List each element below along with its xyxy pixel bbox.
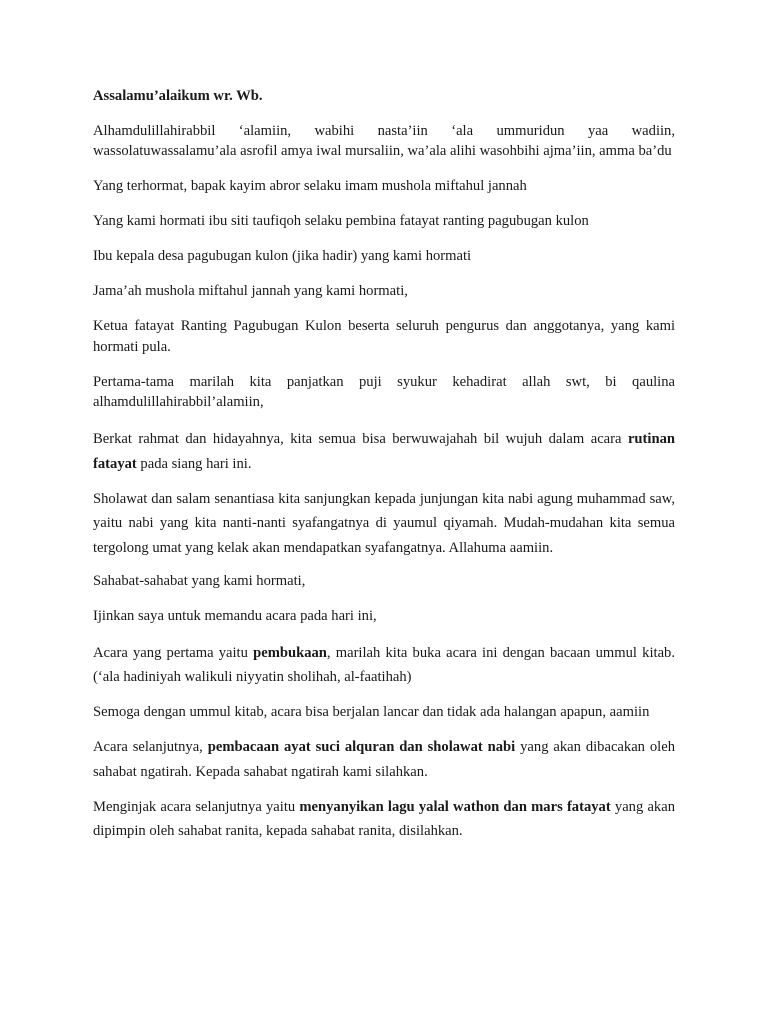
document-body — [93, 86, 675, 854]
paragraph-sahabat: Sahabat-sahabat yang kami hormati, — [93, 572, 306, 589]
text-segment: Berkat rahmat dan hidayahnya, kita semua bisa berwuwajahah bil wujuh dalam acara — [93, 431, 628, 447]
text-segment: Menginjak acara selanjutnya yaitu — [93, 798, 300, 815]
paragraph-pembacaan-alquran — [93, 735, 675, 784]
paragraph-pembukaan — [93, 641, 675, 690]
text-segment: Acara yang pertama yaitu — [93, 644, 254, 661]
text-segment: Acara selanjutnya, — [93, 739, 208, 755]
text-segment: yang akan dibacakan oleh sahabat ngatirah. Kepada sahabat ngatirah kami silahkan. — [93, 739, 675, 780]
text-segment: pada siang hari ini. — [136, 455, 252, 472]
paragraph-greeting-imam: Yang terhormat, bapak kayim abror selaku imam mushola miftahul jannah — [93, 178, 527, 194]
paragraph-sholawat: Sholawat dan salam senantiasa kita sanjungkan kepada junjungan kita nabi agung muhammad saw, yaitu nabi yang kita nanti-nanti syafangatnya di yaumul qiyamah. Mudah-mudahan kita semua tergolong umat yang kelak akan mendapatkan syafangatnya. Allahuma aamiin. — [93, 490, 675, 556]
bold-segment: menyanyikan lagu yalal wathon dan mars fatayat — [299, 798, 611, 815]
paragraph-greeting-jamaah: Jama’ah mushola miftahul jannah yang kami hormati, — [93, 283, 408, 299]
bold-segment: pembukaan — [253, 644, 327, 661]
paragraph-ijinkan: Ijinkan saya untuk memandu acara pada hari ini, — [93, 607, 377, 624]
paragraph-berkat-rahmat — [93, 427, 675, 476]
text-segment: , marilah kita buka acara ini dengan bacaan ummul kitab. (‘ala hadiniyah walikuli niyyatin sholihah, al-faatihah) — [93, 644, 675, 685]
bold-segment: rutinan fatayat — [93, 431, 675, 472]
greeting: Assalamu’alaikum wr. Wb. — [93, 88, 263, 104]
paragraph-yalal-wathon — [93, 795, 675, 844]
text-segment: yang akan dipimpin oleh sahabat ranita, kepada sahabat ranita, disilahkan. — [93, 798, 676, 839]
paragraph-opening-prayer: Alhamdulillahirabbil ‘alamiin, wabihi nasta’iin ‘ala ummuridun yaa wadiin, wassolatuwassalamu’ala asrofil amya iwal mursaliin, wa’ala alihi wasohbihi ajma’iin, amma ba’du — [93, 122, 675, 159]
paragraph-greeting-kepala-desa: Ibu kepala desa pagubugan kulon (jika hadir) yang kami hormati — [93, 248, 472, 264]
paragraph-semoga: Semoga dengan ummul kitab, acara bisa berjalan lancar dan tidak ada halangan apapun, aamiin — [93, 704, 650, 720]
paragraph-puji-syukur: Pertama-tama marilah kita panjatkan puji syukur kehadirat allah swt, bi qaulina alhamdulillahirabbil’alamiin, — [93, 373, 675, 410]
paragraph-greeting-pembina: Yang kami hormati ibu siti taufiqoh selaku pembina fatayat ranting pagubugan kulon — [93, 213, 589, 229]
bold-segment: pembacaan ayat suci alquran dan sholawat nabi — [207, 739, 516, 755]
paragraph-greeting-ketua: Ketua fatayat Ranting Pagubugan Kulon beserta seluruh pengurus dan anggotanya, yang kami hormati pula. — [93, 318, 675, 355]
